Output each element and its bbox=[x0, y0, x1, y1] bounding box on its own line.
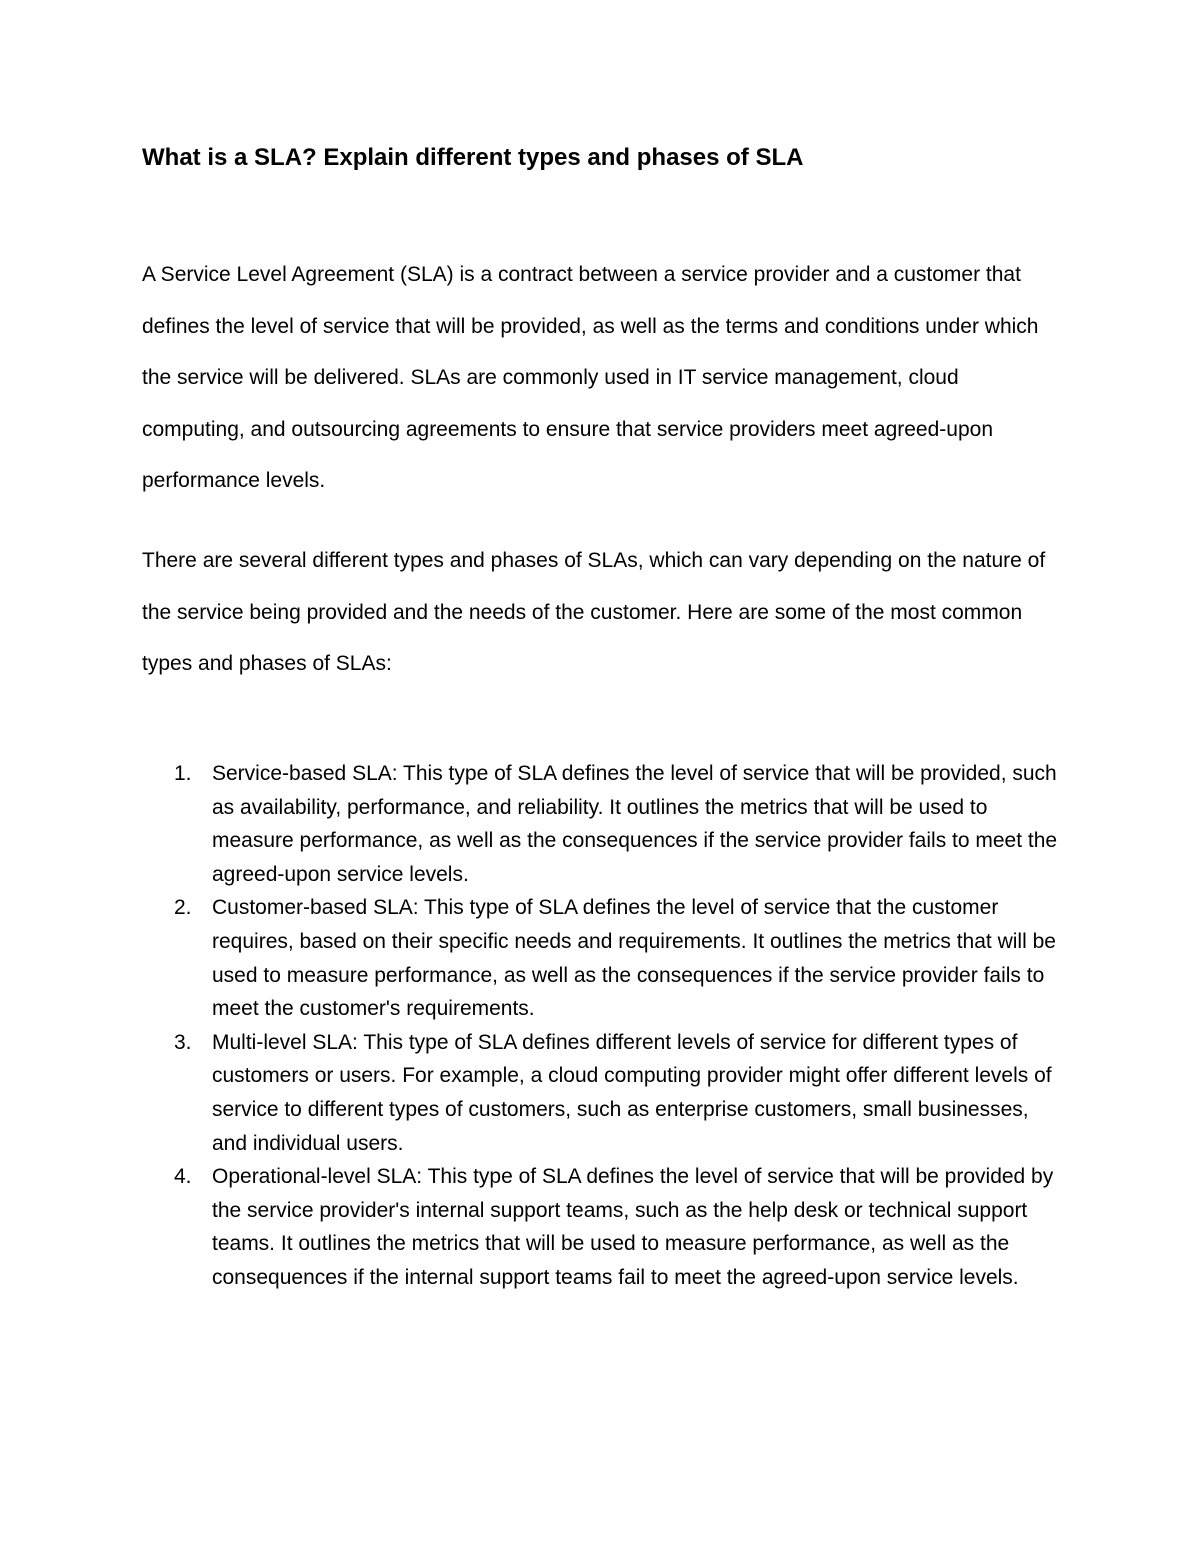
list-item bbox=[142, 1160, 1067, 1294]
list-item bbox=[142, 891, 1067, 1025]
list-item-number: 1. bbox=[174, 762, 192, 785]
list-item-text: Service-based SLA: This type of SLA defines the level of service that will be provided, such as availability, performance, and reliability. It outlines the metrics that will be used to measure performance, as well as the consequences if the service provider fails to meet the agreed-upon service levels. bbox=[212, 762, 1058, 886]
list-item-number: 4. bbox=[174, 1165, 192, 1189]
sla-types-list bbox=[142, 757, 1067, 1295]
list-item-number: 3. bbox=[174, 1030, 192, 1054]
list-item-number: 2. bbox=[174, 896, 192, 920]
list-item-text: Multi-level SLA: This type of SLA defines different levels of service for different types of customers or users. For example, a cloud computing provider might offer different levels of service to different types of customers, such as enterprise customers, small businesses, and individual users. bbox=[212, 1030, 1052, 1155]
intro-paragraph: A Service Level Agreement (SLA) is a contract between a service provider and a customer that defines the level of service that will be provided, as well as the terms and conditions under which the service will be delivered. SLAs are commonly used in IT service management, cloud computing, and outsourcing agreements to ensure that service providers meet agreed-upon performance levels. bbox=[142, 263, 1039, 492]
types-intro-paragraph: There are several different types and phases of SLAs, which can vary depending on the nature of the service being provided and the needs of the customer. Here are some of the most common types and phases of SLAs: bbox=[142, 549, 1046, 675]
list-item bbox=[142, 757, 1067, 891]
document-title: What is a SLA? Explain different types and phases of SLA bbox=[142, 144, 804, 171]
list-item-text: Operational-level SLA: This type of SLA defines the level of service that will be provided by the service provider's internal support teams, such as the help desk or technical support teams. It outlines the metrics that will be used to measure performance, as well as the consequences if the internal support teams fail to meet the agreed-upon service levels. bbox=[212, 1165, 1054, 1289]
list-item bbox=[142, 1026, 1067, 1160]
list-item-text: Customer-based SLA: This type of SLA defines the level of service that the customer requires, based on their specific needs and requirements. It outlines the metrics that will be used to measure performance, as well as the consequences if the service provider fails to meet the customer's requirements. bbox=[212, 896, 1056, 1021]
